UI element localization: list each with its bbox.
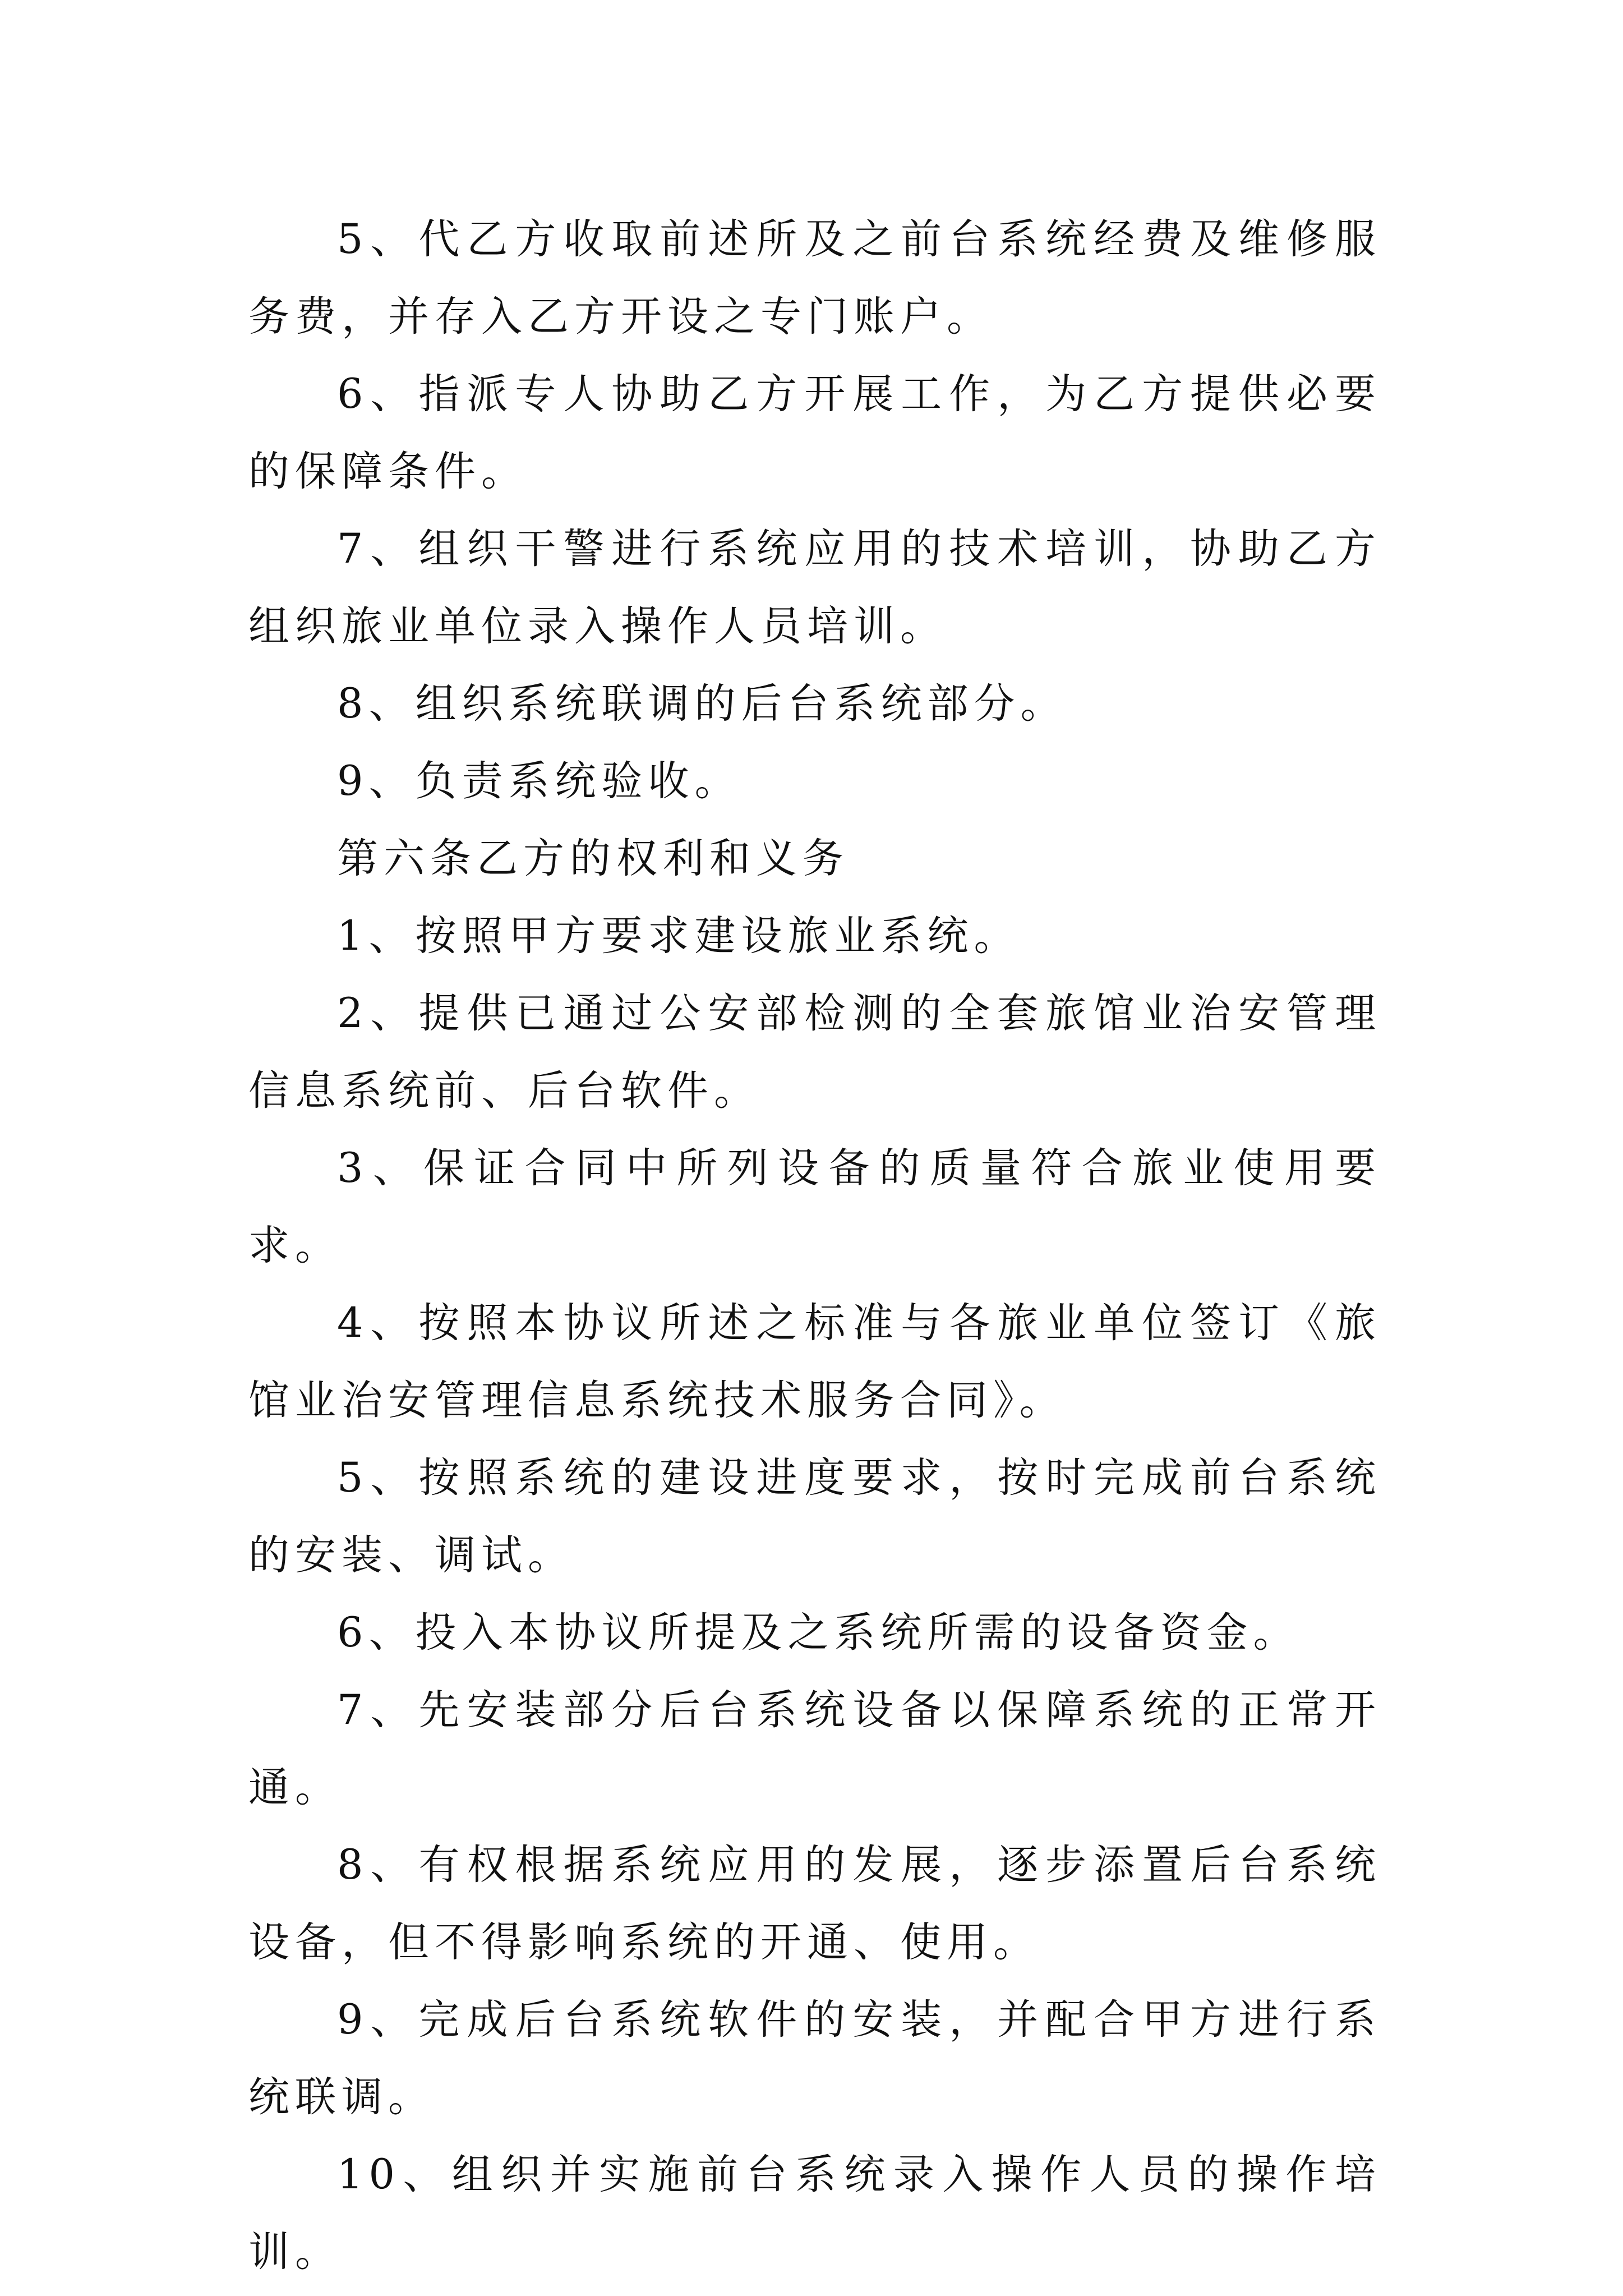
paragraph-right-2: 2、提供已通过公安部检测的全套旅馆业治安管理信息系统前、后台软件。 [248, 990, 1381, 1115]
paragraph-right-4: 4、按照本协议所述之标准与各旅业单位签订《旅馆业治安管理信息系统技术服务合同》。 [248, 1299, 1381, 1424]
document-body [248, 201, 1381, 2291]
section-heading: 第六条乙方的权利和义务 [337, 835, 849, 882]
paragraph-right-10: 10、组织并实施前台系统录入操作人员的操作培训。 [248, 2151, 1381, 2276]
paragraph-right-1: 1、按照甲方要求建设旅业系统。 [337, 912, 1021, 960]
paragraph-right-5: 5、按照系统的建设进度要求，按时完成前台系统的安装、调试。 [248, 1454, 1381, 1579]
paragraph-right-6: 6、投入本协议所提及之系统所需的设备资金。 [337, 1609, 1300, 1657]
paragraph-right-8: 8、有权根据系统应用的发展，逐步添置后台系统设备，但不得影响系统的开通、使用。 [248, 1841, 1381, 1966]
paragraph-obligation-8: 8、组织系统联调的后台系统部分。 [337, 680, 1067, 728]
paragraph-obligation-5: 5、代乙方收取前述所及之前台系统经费及维修服务费，并存入乙方开设之专门账户。 [248, 215, 1381, 341]
paragraph-obligation-6: 6、指派专人协助乙方开展工作，为乙方提供必要的保障条件。 [248, 370, 1381, 495]
paragraph-obligation-7: 7、组织干警进行系统应用的技术培训，协助乙方组织旅业单位录入操作人员培训。 [248, 525, 1381, 650]
paragraph-right-7: 7、先安装部分后台系统设备以保障系统的正常开通。 [248, 1686, 1381, 1811]
paragraph-right-3: 3、保证合同中所列设备的质量符合旅业使用要求。 [248, 1144, 1381, 1269]
paragraph-right-9: 9、完成后台系统软件的安装，并配合甲方进行系统联调。 [248, 1996, 1381, 2121]
paragraph-obligation-9: 9、负责系统验收。 [337, 757, 741, 805]
